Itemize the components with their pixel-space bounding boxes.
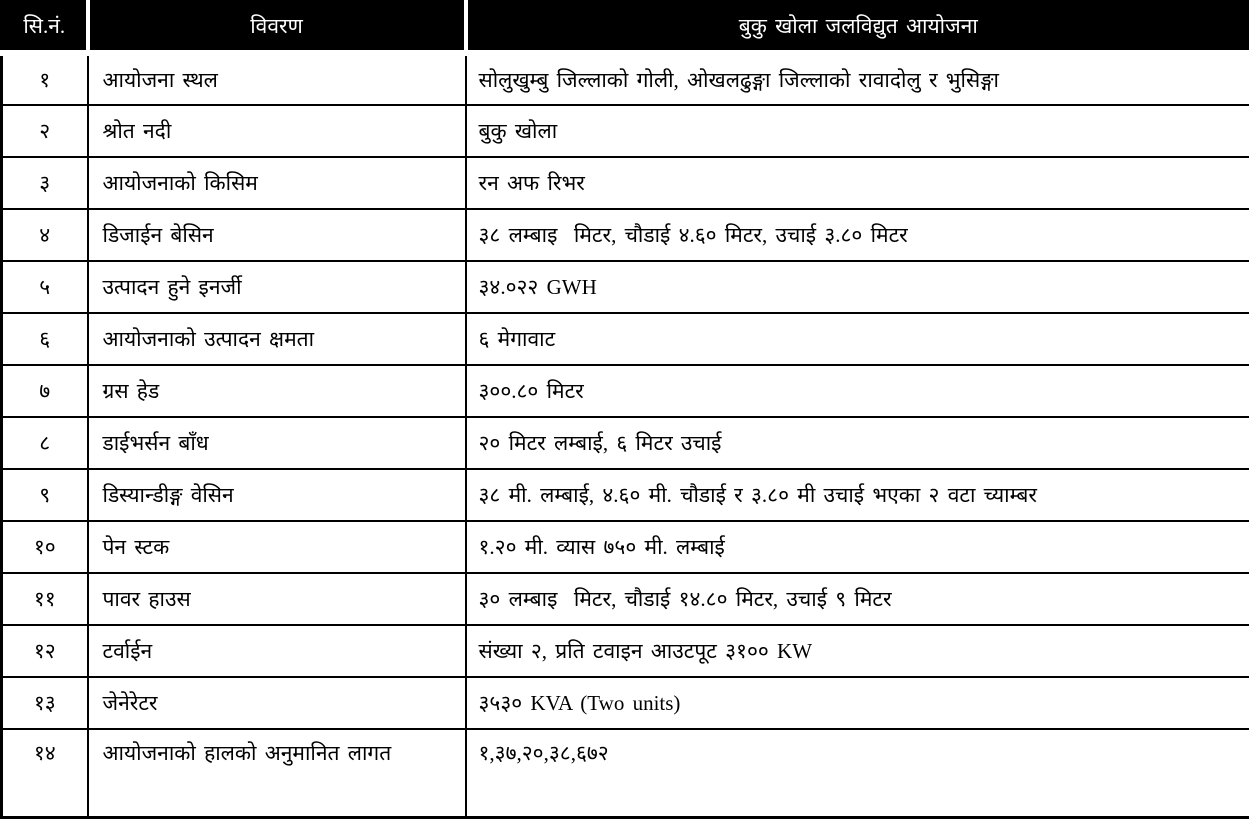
table-row <box>2 105 1249 157</box>
row-serial: ७ <box>2 365 88 417</box>
row-value: सोलुखुम्बु जिल्लाको गोली, ओखलढुङ्गा जिल्लाको रावादोलु र भुसिङ्गा <box>466 53 1249 105</box>
row-serial: १२ <box>2 625 88 677</box>
row-label: पेन स्टक <box>88 521 466 573</box>
row-serial: ११ <box>2 573 88 625</box>
row-label: आयोजना स्थल <box>88 53 466 105</box>
table-row <box>2 521 1249 573</box>
col-header-serial-number: सि.नं. <box>2 2 88 54</box>
row-serial: १० <box>2 521 88 573</box>
row-label: डिजाईन बेसिन <box>88 209 466 261</box>
table-row <box>2 573 1249 625</box>
row-serial: ३ <box>2 157 88 209</box>
table-row <box>2 677 1249 729</box>
row-serial: १४ <box>2 729 88 817</box>
row-value: ३० लम्बाइ मिटर, चौडाई १४.८० मिटर, उचाई ९ मिटर <box>466 573 1249 625</box>
table-row <box>2 417 1249 469</box>
col-header-description: विवरण <box>88 2 466 54</box>
table-row <box>2 313 1249 365</box>
row-value: ३८ मी. लम्बाई, ४.६० मी. चौडाई र ३.८० मी उचाई भएका २ वटा च्याम्बर <box>466 469 1249 521</box>
row-label: आयोजनाको हालको अनुमानित लागत <box>88 729 466 817</box>
row-label: आयोजनाको उत्पादन क्षमता <box>88 313 466 365</box>
row-serial: ८ <box>2 417 88 469</box>
row-serial: ५ <box>2 261 88 313</box>
row-label: टर्वाईन <box>88 625 466 677</box>
table-body <box>2 53 1249 817</box>
row-value: संख्या २, प्रति टवाइन आउटपूट ३१०० KW <box>466 625 1249 677</box>
table-row <box>2 365 1249 417</box>
row-serial: १ <box>2 53 88 105</box>
row-value: ३४.०२२ GWH <box>466 261 1249 313</box>
row-value: २० मिटर लम्बाई, ६ मिटर उचाई <box>466 417 1249 469</box>
table-row <box>2 209 1249 261</box>
row-serial: २ <box>2 105 88 157</box>
row-value: ३८ लम्बाइ मिटर, चौडाई ४.६० मिटर, उचाई ३.८० मिटर <box>466 209 1249 261</box>
row-label: श्रोत नदी <box>88 105 466 157</box>
row-value: १,३७,२०,३८,६७२ <box>466 729 1249 817</box>
header-row <box>2 2 1249 54</box>
row-serial: १३ <box>2 677 88 729</box>
row-value: रन अफ रिभर <box>466 157 1249 209</box>
row-label: आयोजनाको किसिम <box>88 157 466 209</box>
table-header <box>2 2 1249 54</box>
row-serial: ९ <box>2 469 88 521</box>
table-row <box>2 53 1249 105</box>
row-serial: ४ <box>2 209 88 261</box>
table-row <box>2 261 1249 313</box>
row-label: उत्पादन हुने इनर्जी <box>88 261 466 313</box>
col-header-project-title: बुकु खोला जलविद्युत आयोजना <box>466 2 1249 54</box>
row-label: जेनेरेटर <box>88 677 466 729</box>
table-row <box>2 157 1249 209</box>
row-label: डाईभर्सन बाँध <box>88 417 466 469</box>
table-row <box>2 729 1249 817</box>
table-row <box>2 469 1249 521</box>
row-serial: ६ <box>2 313 88 365</box>
row-value: ३००.८० मिटर <box>466 365 1249 417</box>
row-value: १.२० मी. व्यास ७५० मी. लम्बाई <box>466 521 1249 573</box>
row-value: ३५३० KVA (Two units) <box>466 677 1249 729</box>
row-value: ६ मेगावाट <box>466 313 1249 365</box>
row-label: ग्रस हेड <box>88 365 466 417</box>
row-label: पावर हाउस <box>88 573 466 625</box>
row-value: बुकु खोला <box>466 105 1249 157</box>
table-row <box>2 625 1249 677</box>
row-label: डिस्यान्डीङ्ग वेसिन <box>88 469 466 521</box>
